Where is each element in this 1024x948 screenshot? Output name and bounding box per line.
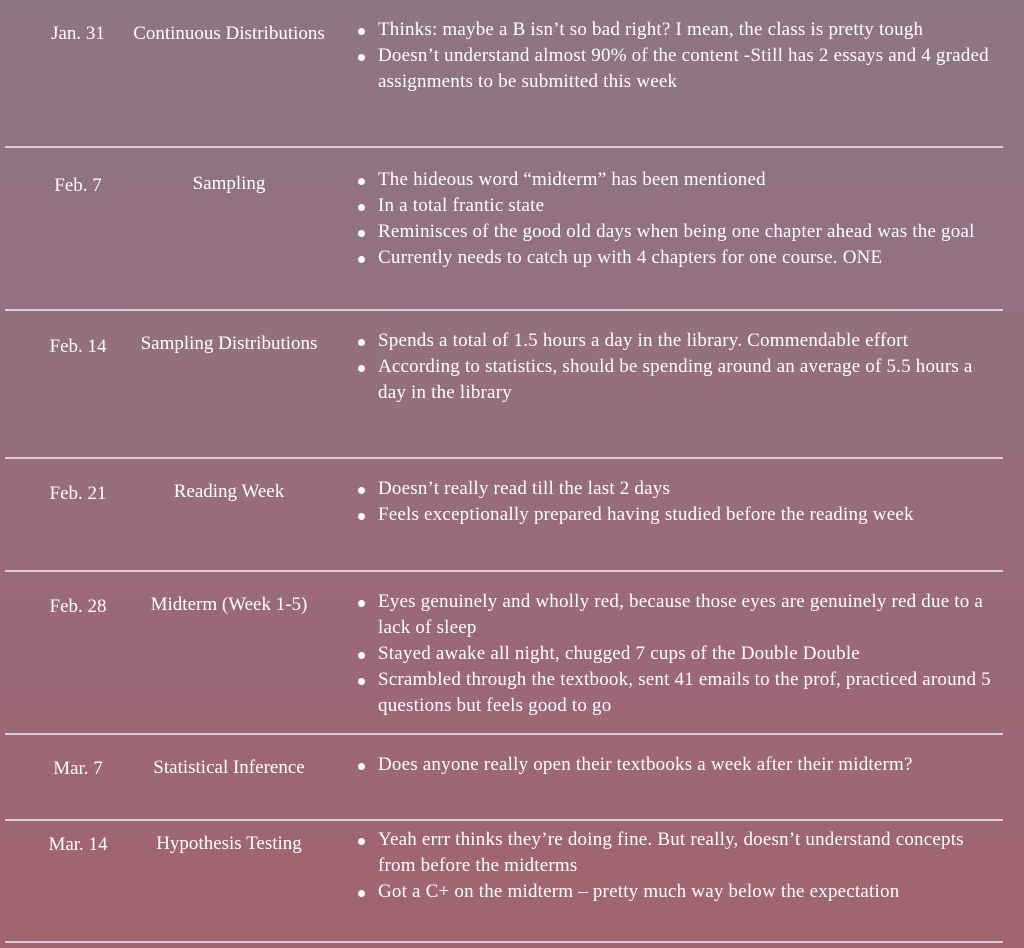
- row-topic: Midterm (Week 1-5): [150, 594, 308, 615]
- table-row: [0, 311, 1024, 457]
- list-item: Yeah errr thinks they’re doing fine. But really, doesn’t understand concepts from before the midterms: [356, 827, 996, 879]
- row-notes: [356, 328, 996, 406]
- table-row: [0, 572, 1024, 733]
- row-topic: Continuous Distributions: [133, 23, 325, 44]
- list-item: Doesn’t really read till the last 2 days: [356, 476, 996, 502]
- list-item: Eyes genuinely and wholly red, because those eyes are genuinely red due to a lack of sleep: [356, 589, 996, 641]
- row-topic: Hypothesis Testing: [156, 833, 302, 854]
- row-date: Feb. 7: [54, 175, 102, 196]
- list-item: Stayed awake all night, chugged 7 cups of the Double Double: [356, 641, 996, 667]
- list-item: Got a C+ on the midterm – pretty much way below the expectation: [356, 879, 996, 905]
- row-notes: [356, 589, 996, 719]
- list-item: Thinks: maybe a B isn’t so bad right? I mean, the class is pretty tough: [356, 17, 996, 43]
- row-divider: [5, 941, 1003, 943]
- row-date: Feb. 14: [49, 336, 107, 357]
- row-notes: [356, 476, 996, 528]
- row-date: Mar. 14: [48, 834, 108, 855]
- list-item: Scrambled through the textbook, sent 41 emails to the prof, practiced around 5 questions but feels good to go: [356, 667, 996, 719]
- row-topic: Statistical Inference: [153, 757, 305, 778]
- table-row: [0, 0, 1024, 146]
- row-notes: [356, 827, 996, 905]
- table-row: [0, 148, 1024, 309]
- list-item: The hideous word “midterm” has been mentioned: [356, 167, 996, 193]
- row-date: Feb. 28: [49, 596, 107, 617]
- row-notes: [356, 17, 996, 95]
- list-item: Spends a total of 1.5 hours a day in the library. Commendable effort: [356, 328, 996, 354]
- list-item: Currently needs to catch up with 4 chapters for one course. ONE: [356, 245, 996, 271]
- list-item: Feels exceptionally prepared having studied before the reading week: [356, 502, 996, 528]
- row-date: Mar. 7: [53, 758, 103, 779]
- row-notes: [356, 752, 996, 778]
- list-item: According to statistics, should be spending around an average of 5.5 hours a day in the library: [356, 354, 996, 406]
- row-date: Jan. 31: [51, 23, 105, 44]
- row-notes: [356, 167, 996, 271]
- table-row: [0, 735, 1024, 819]
- row-topic: Reading Week: [173, 481, 285, 502]
- row-date: Feb. 21: [49, 483, 107, 504]
- row-topic: Sampling: [192, 173, 266, 194]
- row-topic: Sampling Distributions: [140, 333, 318, 354]
- table-row: [0, 459, 1024, 570]
- table-row: [0, 821, 1024, 941]
- list-item: Does anyone really open their textbooks a week after their midterm?: [356, 752, 996, 778]
- list-item: Doesn’t understand almost 90% of the content -Still has 2 essays and 4 graded assignments to be submitted this week: [356, 43, 996, 95]
- list-item: Reminisces of the good old days when being one chapter ahead was the goal: [356, 219, 996, 245]
- list-item: In a total frantic state: [356, 193, 996, 219]
